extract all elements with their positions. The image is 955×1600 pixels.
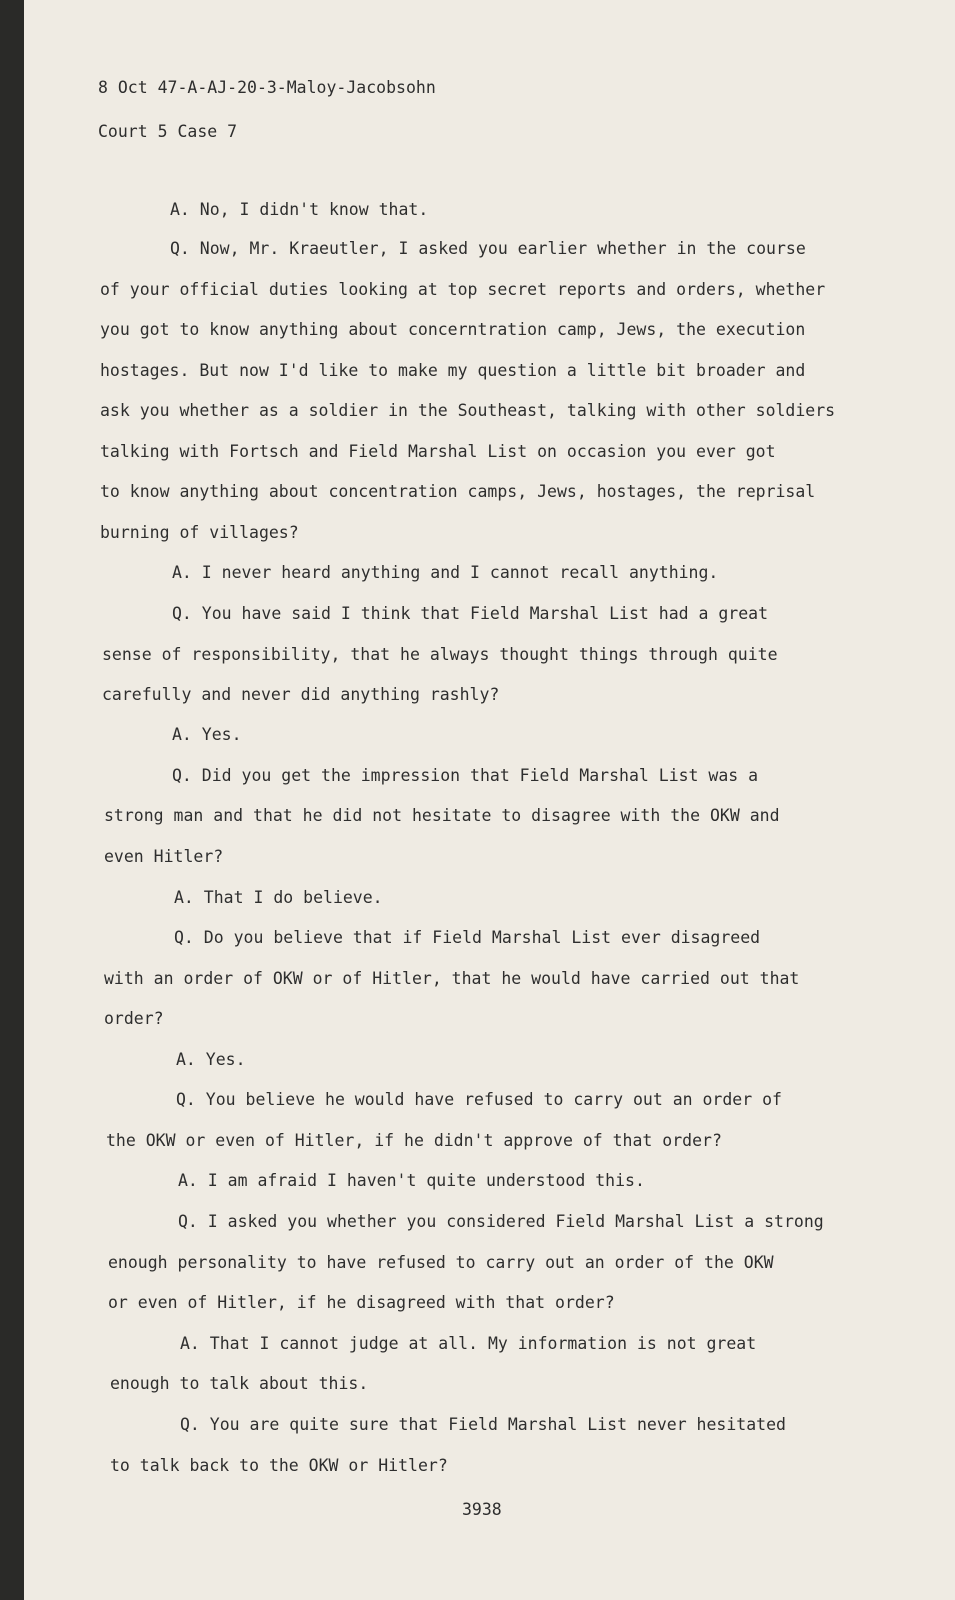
transcript-line: ask you whether as a soldier in the Southeast, talking with other soldiers: [100, 401, 836, 420]
transcript-line: sense of responsibility, that he always thought things through quite: [102, 645, 778, 664]
transcript-line: A. Yes.: [172, 725, 242, 744]
transcript-line: hostages. But now I'd like to make my question a little bit broader and: [100, 361, 806, 380]
transcript-line: A. Yes.: [176, 1050, 246, 1069]
header-court-case: Court 5 Case 7: [98, 122, 238, 141]
transcript-line: order?: [104, 1009, 164, 1028]
transcript-line: Q. Now, Mr. Kraeutler, I asked you earlier whether in the course: [170, 239, 806, 258]
transcript-line: enough personality to have refused to carry out an order of the OKW: [108, 1253, 774, 1272]
transcript-line: A. That I cannot judge at all. My information is not great: [180, 1334, 757, 1353]
transcript-line: or even of Hitler, if he disagreed with that order?: [108, 1293, 615, 1312]
transcript-line: Q. I asked you whether you considered Field Marshal List a strong: [178, 1212, 824, 1231]
transcript-line: to know anything about concentration camps, Jews, hostages, the reprisal: [100, 482, 816, 501]
header-reference: 8 Oct 47-A-AJ-20-3-Maloy-Jacobsohn: [98, 78, 436, 97]
transcript-line: Q. You are quite sure that Field Marshal List never hesitated: [180, 1415, 786, 1434]
transcript-line: Q. Did you get the impression that Field Marshal List was a: [172, 766, 759, 785]
page-number: 3938: [462, 1500, 502, 1519]
transcript-line: A. No, I didn't know that.: [170, 200, 429, 219]
transcript-line: strong man and that he did not hesitate to disagree with the OKW and: [104, 806, 780, 825]
transcript-line: A. I am afraid I haven't quite understood this.: [178, 1171, 645, 1190]
transcript-line: of your official duties looking at top secret reports and orders, whether: [100, 280, 826, 299]
transcript-line: A. I never heard anything and I cannot recall anything.: [172, 563, 719, 582]
transcript-line: A. That I do believe.: [174, 888, 383, 907]
transcript-line: Q. You have said I think that Field Marshal List had a great: [172, 604, 769, 623]
transcript-line: Q. Do you believe that if Field Marshal List ever disagreed: [174, 928, 761, 947]
transcript-line: Q. You believe he would have refused to carry out an order of: [176, 1090, 782, 1109]
document-page: [24, 0, 955, 1600]
transcript-line: talking with Fortsch and Field Marshal List on occasion you ever got: [100, 442, 776, 461]
transcript-line: to talk back to the OKW or Hitler?: [110, 1456, 448, 1475]
transcript-line: carefully and never did anything rashly?: [102, 685, 500, 704]
transcript-line: the OKW or even of Hitler, if he didn't approve of that order?: [106, 1131, 722, 1150]
transcript-line: with an order of OKW or of Hitler, that he would have carried out that: [104, 969, 800, 988]
transcript-line: even Hitler?: [104, 847, 224, 866]
transcript-line: enough to talk about this.: [110, 1374, 369, 1393]
transcript-line: you got to know anything about concerntration camp, Jews, the execution: [100, 320, 806, 339]
transcript-line: burning of villages?: [100, 523, 299, 542]
